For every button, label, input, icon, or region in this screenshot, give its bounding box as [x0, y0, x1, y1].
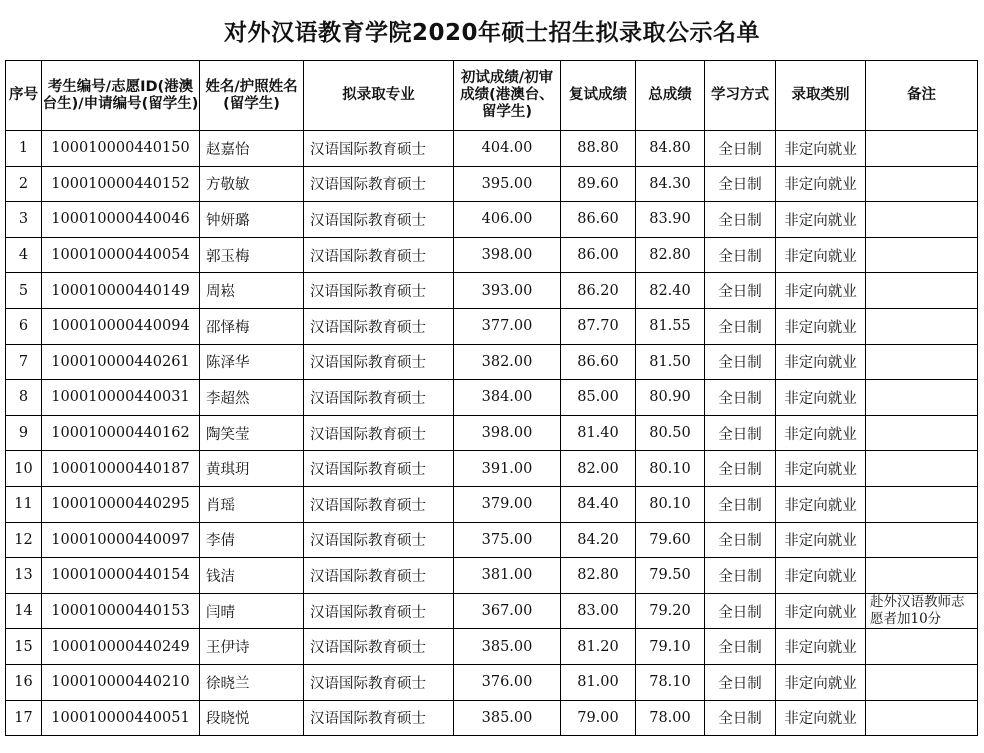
cell-retest-score: 84.20 [561, 522, 636, 558]
cell-name: 闫晴 [200, 593, 304, 629]
cell-first-score: 379.00 [454, 486, 561, 522]
cell-retest-score: 84.40 [561, 486, 636, 522]
cell-first-score: 367.00 [454, 593, 561, 629]
table-header [6, 61, 978, 131]
cell-remark [866, 700, 978, 736]
cell-major: 汉语国际教育硕士 [304, 344, 454, 380]
header-retest-score: 复试成绩 [561, 61, 636, 131]
cell-first-score: 375.00 [454, 522, 561, 558]
cell-name: 方敬敏 [200, 166, 304, 202]
cell-category: 非定向就业 [776, 202, 866, 238]
cell-major: 汉语国际教育硕士 [304, 664, 454, 700]
cell-retest-score: 79.00 [561, 700, 636, 736]
cell-total-score: 82.40 [636, 273, 705, 309]
cell-remark [866, 629, 978, 665]
cell-id: 100010000440094 [42, 308, 200, 344]
cell-total-score: 79.20 [636, 593, 705, 629]
cell-no: 14 [6, 593, 42, 629]
cell-study-mode: 全日制 [705, 486, 776, 522]
cell-total-score: 83.90 [636, 202, 705, 238]
cell-major: 汉语国际教育硕士 [304, 451, 454, 487]
cell-study-mode: 全日制 [705, 593, 776, 629]
cell-remark [866, 415, 978, 451]
header-first-score: 初试成绩/初审成绩(港澳台、留学生) [454, 61, 561, 131]
cell-retest-score: 85.00 [561, 380, 636, 416]
cell-name: 郭玉梅 [200, 237, 304, 273]
cell-category: 非定向就业 [776, 522, 866, 558]
cell-name: 赵嘉怡 [200, 131, 304, 167]
cell-major: 汉语国际教育硕士 [304, 131, 454, 167]
cell-total-score: 79.50 [636, 558, 705, 594]
cell-no: 8 [6, 380, 42, 416]
cell-total-score: 79.60 [636, 522, 705, 558]
cell-category: 非定向就业 [776, 558, 866, 594]
table-row [6, 486, 978, 522]
cell-first-score: 406.00 [454, 202, 561, 238]
cell-retest-score: 86.60 [561, 344, 636, 380]
cell-id: 100010000440210 [42, 664, 200, 700]
cell-major: 汉语国际教育硕士 [304, 486, 454, 522]
cell-remark [866, 308, 978, 344]
cell-first-score: 382.00 [454, 344, 561, 380]
cell-remark [866, 237, 978, 273]
cell-retest-score: 87.70 [561, 308, 636, 344]
cell-remark [866, 451, 978, 487]
cell-category: 非定向就业 [776, 700, 866, 736]
cell-study-mode: 全日制 [705, 415, 776, 451]
cell-total-score: 82.80 [636, 237, 705, 273]
cell-total-score: 84.80 [636, 131, 705, 167]
cell-retest-score: 81.40 [561, 415, 636, 451]
cell-name: 肖瑶 [200, 486, 304, 522]
table-row [6, 522, 978, 558]
cell-name: 周崧 [200, 273, 304, 309]
cell-id: 100010000440261 [42, 344, 200, 380]
cell-first-score: 381.00 [454, 558, 561, 594]
cell-no: 6 [6, 308, 42, 344]
cell-major: 汉语国际教育硕士 [304, 629, 454, 665]
cell-name: 李倩 [200, 522, 304, 558]
cell-category: 非定向就业 [776, 629, 866, 665]
cell-id: 100010000440054 [42, 237, 200, 273]
cell-remark [866, 558, 978, 594]
cell-name: 黄琪玥 [200, 451, 304, 487]
cell-retest-score: 89.60 [561, 166, 636, 202]
cell-study-mode: 全日制 [705, 166, 776, 202]
cell-no: 1 [6, 131, 42, 167]
cell-remark [866, 166, 978, 202]
cell-major: 汉语国际教育硕士 [304, 558, 454, 594]
cell-category: 非定向就业 [776, 664, 866, 700]
cell-id: 100010000440031 [42, 380, 200, 416]
cell-study-mode: 全日制 [705, 522, 776, 558]
cell-id: 100010000440162 [42, 415, 200, 451]
admission-table [5, 60, 978, 736]
cell-first-score: 393.00 [454, 273, 561, 309]
cell-remark [866, 131, 978, 167]
cell-major: 汉语国际教育硕士 [304, 166, 454, 202]
cell-major: 汉语国际教育硕士 [304, 380, 454, 416]
cell-total-score: 78.10 [636, 664, 705, 700]
cell-name: 钟妍璐 [200, 202, 304, 238]
table-row [6, 415, 978, 451]
cell-study-mode: 全日制 [705, 558, 776, 594]
table-row [6, 451, 978, 487]
cell-study-mode: 全日制 [705, 629, 776, 665]
cell-retest-score: 82.80 [561, 558, 636, 594]
cell-study-mode: 全日制 [705, 451, 776, 487]
cell-category: 非定向就业 [776, 451, 866, 487]
cell-id: 100010000440097 [42, 522, 200, 558]
cell-first-score: 391.00 [454, 451, 561, 487]
cell-first-score: 377.00 [454, 308, 561, 344]
table-body [6, 131, 978, 736]
header-no: 序号 [6, 61, 42, 131]
cell-retest-score: 83.00 [561, 593, 636, 629]
table-row [6, 166, 978, 202]
table-row [6, 593, 978, 629]
cell-id: 100010000440152 [42, 166, 200, 202]
cell-major: 汉语国际教育硕士 [304, 273, 454, 309]
cell-no: 15 [6, 629, 42, 665]
header-total-score: 总成绩 [636, 61, 705, 131]
cell-name: 钱洁 [200, 558, 304, 594]
cell-id: 100010000440153 [42, 593, 200, 629]
cell-name: 李超然 [200, 380, 304, 416]
table-row [6, 344, 978, 380]
cell-remark [866, 486, 978, 522]
cell-id: 100010000440295 [42, 486, 200, 522]
cell-study-mode: 全日制 [705, 344, 776, 380]
cell-total-score: 79.10 [636, 629, 705, 665]
cell-total-score: 84.30 [636, 166, 705, 202]
cell-name: 陶笑莹 [200, 415, 304, 451]
page-title: 对外汉语教育学院2020年硕士招生拟录取公示名单 [223, 20, 760, 46]
table-row [6, 700, 978, 736]
header-major: 拟录取专业 [304, 61, 454, 131]
header-study-mode: 学习方式 [705, 61, 776, 131]
cell-id: 100010000440046 [42, 202, 200, 238]
cell-category: 非定向就业 [776, 593, 866, 629]
cell-major: 汉语国际教育硕士 [304, 237, 454, 273]
cell-no: 11 [6, 486, 42, 522]
cell-category: 非定向就业 [776, 380, 866, 416]
cell-name: 陈泽华 [200, 344, 304, 380]
cell-total-score: 80.90 [636, 380, 705, 416]
cell-total-score: 80.10 [636, 451, 705, 487]
cell-total-score: 80.10 [636, 486, 705, 522]
cell-remark [866, 664, 978, 700]
cell-id: 100010000440149 [42, 273, 200, 309]
header-name: 姓名/护照姓名(留学生) [200, 61, 304, 131]
cell-remark [866, 202, 978, 238]
cell-remark: 赴外汉语教师志愿者加10分 [866, 593, 978, 629]
cell-retest-score: 82.00 [561, 451, 636, 487]
cell-category: 非定向就业 [776, 273, 866, 309]
cell-no: 10 [6, 451, 42, 487]
cell-major: 汉语国际教育硕士 [304, 415, 454, 451]
cell-name: 邵怿梅 [200, 308, 304, 344]
cell-major: 汉语国际教育硕士 [304, 308, 454, 344]
table-row [6, 558, 978, 594]
cell-id: 100010000440154 [42, 558, 200, 594]
cell-remark [866, 522, 978, 558]
table-row [6, 202, 978, 238]
table-row [6, 664, 978, 700]
cell-first-score: 404.00 [454, 131, 561, 167]
cell-first-score: 376.00 [454, 664, 561, 700]
table-row [6, 380, 978, 416]
cell-category: 非定向就业 [776, 344, 866, 380]
cell-category: 非定向就业 [776, 131, 866, 167]
cell-major: 汉语国际教育硕士 [304, 202, 454, 238]
cell-first-score: 385.00 [454, 700, 561, 736]
cell-category: 非定向就业 [776, 237, 866, 273]
header-category: 录取类别 [776, 61, 866, 131]
cell-retest-score: 81.20 [561, 629, 636, 665]
cell-total-score: 81.55 [636, 308, 705, 344]
cell-name: 段晓悦 [200, 700, 304, 736]
cell-id: 100010000440150 [42, 131, 200, 167]
cell-category: 非定向就业 [776, 308, 866, 344]
cell-study-mode: 全日制 [705, 202, 776, 238]
cell-major: 汉语国际教育硕士 [304, 700, 454, 736]
cell-study-mode: 全日制 [705, 273, 776, 309]
cell-retest-score: 86.20 [561, 273, 636, 309]
cell-no: 13 [6, 558, 42, 594]
cell-category: 非定向就业 [776, 166, 866, 202]
cell-first-score: 384.00 [454, 380, 561, 416]
cell-major: 汉语国际教育硕士 [304, 522, 454, 558]
cell-first-score: 398.00 [454, 415, 561, 451]
cell-major: 汉语国际教育硕士 [304, 593, 454, 629]
cell-first-score: 395.00 [454, 166, 561, 202]
cell-id: 100010000440249 [42, 629, 200, 665]
cell-name: 王伊诗 [200, 629, 304, 665]
cell-name: 徐晓兰 [200, 664, 304, 700]
cell-study-mode: 全日制 [705, 700, 776, 736]
cell-remark [866, 344, 978, 380]
cell-no: 12 [6, 522, 42, 558]
cell-no: 17 [6, 700, 42, 736]
cell-study-mode: 全日制 [705, 664, 776, 700]
table-row [6, 237, 978, 273]
cell-category: 非定向就业 [776, 415, 866, 451]
cell-retest-score: 86.60 [561, 202, 636, 238]
cell-total-score: 81.50 [636, 344, 705, 380]
cell-id: 100010000440187 [42, 451, 200, 487]
header-remark: 备注 [866, 61, 978, 131]
table-row [6, 629, 978, 665]
cell-category: 非定向就业 [776, 486, 866, 522]
cell-study-mode: 全日制 [705, 308, 776, 344]
cell-no: 5 [6, 273, 42, 309]
cell-no: 4 [6, 237, 42, 273]
cell-first-score: 398.00 [454, 237, 561, 273]
table-row [6, 273, 978, 309]
cell-remark [866, 273, 978, 309]
cell-retest-score: 81.00 [561, 664, 636, 700]
cell-no: 3 [6, 202, 42, 238]
cell-total-score: 80.50 [636, 415, 705, 451]
cell-study-mode: 全日制 [705, 237, 776, 273]
cell-total-score: 78.00 [636, 700, 705, 736]
cell-no: 7 [6, 344, 42, 380]
cell-no: 9 [6, 415, 42, 451]
table-row [6, 131, 978, 167]
cell-retest-score: 86.00 [561, 237, 636, 273]
cell-no: 2 [6, 166, 42, 202]
cell-study-mode: 全日制 [705, 131, 776, 167]
cell-no: 16 [6, 664, 42, 700]
cell-study-mode: 全日制 [705, 380, 776, 416]
header-id: 考生编号/志愿ID(港澳台生)/申请编号(留学生) [42, 61, 200, 131]
cell-retest-score: 88.80 [561, 131, 636, 167]
cell-remark [866, 380, 978, 416]
cell-first-score: 385.00 [454, 629, 561, 665]
table-row [6, 308, 978, 344]
cell-id: 100010000440051 [42, 700, 200, 736]
